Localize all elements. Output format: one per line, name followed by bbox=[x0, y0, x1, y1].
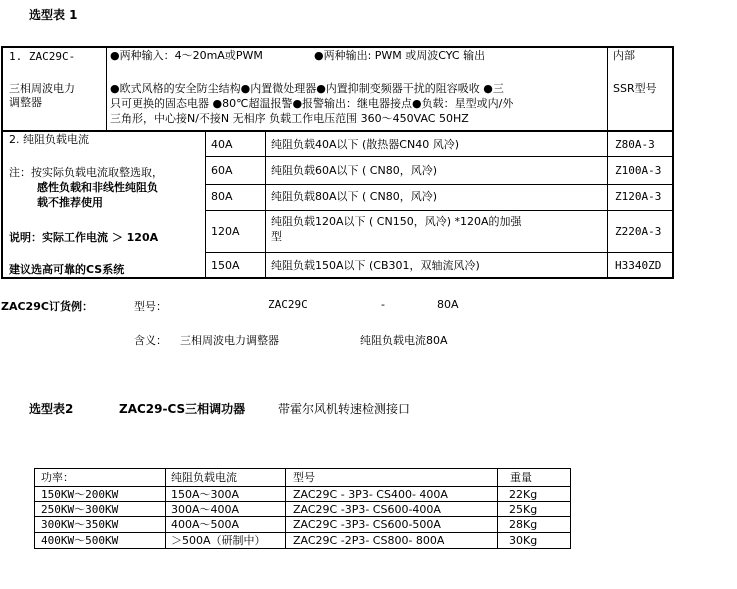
table2-subtitle: ZAC29-CS三相调功器 bbox=[119, 402, 246, 416]
row-model: Z100A-3 bbox=[615, 164, 662, 177]
order-model-value: ZAC29C bbox=[268, 298, 308, 311]
explain-line: 说明：实际工作电流 ＞ 120A bbox=[9, 231, 159, 244]
load-current-heading: 2. 纯阻负载电流 bbox=[9, 133, 89, 146]
row1-feature-input: ●两种输入：4～20mA或PWM bbox=[110, 49, 263, 62]
table2-current: 150A～300A bbox=[171, 488, 240, 501]
table2-power: 300KW～350KW bbox=[41, 518, 119, 531]
table2-title: 选型表2 bbox=[29, 402, 74, 416]
table2-current: 400A～500A bbox=[171, 518, 240, 531]
table2-power: 150KW～200KW bbox=[41, 488, 119, 501]
row-current: 40A bbox=[211, 138, 233, 151]
table2-header-weight: 重量 bbox=[510, 471, 532, 484]
row1-feature-output: ●两种输出: PWM 或周波CYC 输出 bbox=[314, 49, 486, 62]
row1-product-name-1: 三相周波电力 bbox=[9, 82, 75, 95]
row-current: 80A bbox=[211, 190, 233, 203]
table2-power: 250KW～300KW bbox=[41, 503, 119, 516]
row1-ssr-label-2: SSR型号 bbox=[613, 82, 657, 95]
order-meaning-current: 纯阻负载电流80A bbox=[360, 334, 448, 347]
table2-power: 400KW～500KW bbox=[41, 534, 119, 547]
table2-current: 300A～400A bbox=[171, 503, 240, 516]
table2-model: ZAC29C - 3P3- CS400- 400A bbox=[293, 488, 448, 501]
order-model-label: 型号： bbox=[134, 300, 167, 313]
row-model: Z80A-3 bbox=[615, 138, 655, 151]
row1-feature-line4: 三角形，中心接N/不接N 无相序 负载工作电压范围 360～450VAC 50HZ bbox=[110, 112, 469, 125]
row-current: 60A bbox=[211, 164, 233, 177]
table2-model: ZAC29C -3P3- CS600-500A bbox=[293, 518, 441, 531]
note-line-3: 载不推荐使用 bbox=[37, 196, 103, 209]
row-description: 纯阻负载80A以下 ( CN80，风冷) bbox=[271, 190, 438, 203]
row-description: 纯阻负载40A以下 (散热器CN40 风冷) bbox=[271, 138, 460, 151]
row1-product-code: 1. ZAC29C- bbox=[9, 50, 76, 63]
row-description: 纯阻负载150A以下 (CB301，双轴流风冷) bbox=[271, 259, 480, 272]
note-line-2: 感性负载和非线性纯阻负 bbox=[37, 181, 158, 194]
order-dash: - bbox=[381, 298, 385, 311]
order-meaning-value: 三相周波电力调整器 bbox=[180, 334, 279, 347]
row1-feature-line3: 只可更换的固态电器 ●80℃超温报警●报警输出：继电器接点●负载：星型或内/外 bbox=[110, 97, 514, 110]
table2-header-power: 功率： bbox=[41, 471, 74, 484]
table2-header-current: 纯阻负载电流 bbox=[171, 471, 237, 484]
order-current-value: 80A bbox=[437, 298, 459, 311]
suggest-line: 建议选高可靠的CS系统 bbox=[9, 263, 125, 276]
table2-weight: 25Kg bbox=[509, 503, 538, 516]
table2-current: ＞500A（研制中） bbox=[171, 534, 266, 547]
row-current: 120A bbox=[211, 225, 240, 238]
row-description: 纯阻负载60A以下 ( CN80，风冷) bbox=[271, 164, 438, 177]
row-description: 纯阻负载120A以下 ( CN150，风冷) *120A的加强 bbox=[271, 215, 522, 228]
table2-weight: 30Kg bbox=[509, 534, 538, 547]
row-current: 150A bbox=[211, 259, 240, 272]
row-model: Z120A-3 bbox=[615, 190, 662, 203]
row1-ssr-label-1: 内部 bbox=[613, 49, 635, 62]
table2-weight: 28Kg bbox=[509, 518, 538, 531]
table2-header-model: 型号 bbox=[293, 471, 315, 484]
order-meaning-label: 含义： bbox=[134, 334, 167, 347]
note-line-1: 注：按实际负载电流取整选取， bbox=[9, 166, 163, 179]
table2-note: 带霍尔风机转速检测接口 bbox=[278, 402, 411, 416]
row1-feature-line2: ●欧式风格的安全防尘结构●内置微处理器●内置抑制变频器干扰的阻容吸收 ●三 bbox=[110, 82, 504, 95]
row-description-cont: 型 bbox=[271, 230, 282, 243]
table2-model: ZAC29C -3P3- CS600-400A bbox=[293, 503, 441, 516]
row-model: Z220A-3 bbox=[615, 225, 662, 238]
table1-title: 选型表 1 bbox=[29, 8, 78, 22]
row1-product-name-2: 调整器 bbox=[9, 96, 42, 109]
table2-model: ZAC29C -2P3- CS800- 800A bbox=[293, 534, 445, 547]
table2-weight: 22Kg bbox=[509, 488, 538, 501]
row-model: H3340ZD bbox=[615, 259, 662, 272]
order-example-label: ZAC29C订货例： bbox=[1, 300, 93, 313]
